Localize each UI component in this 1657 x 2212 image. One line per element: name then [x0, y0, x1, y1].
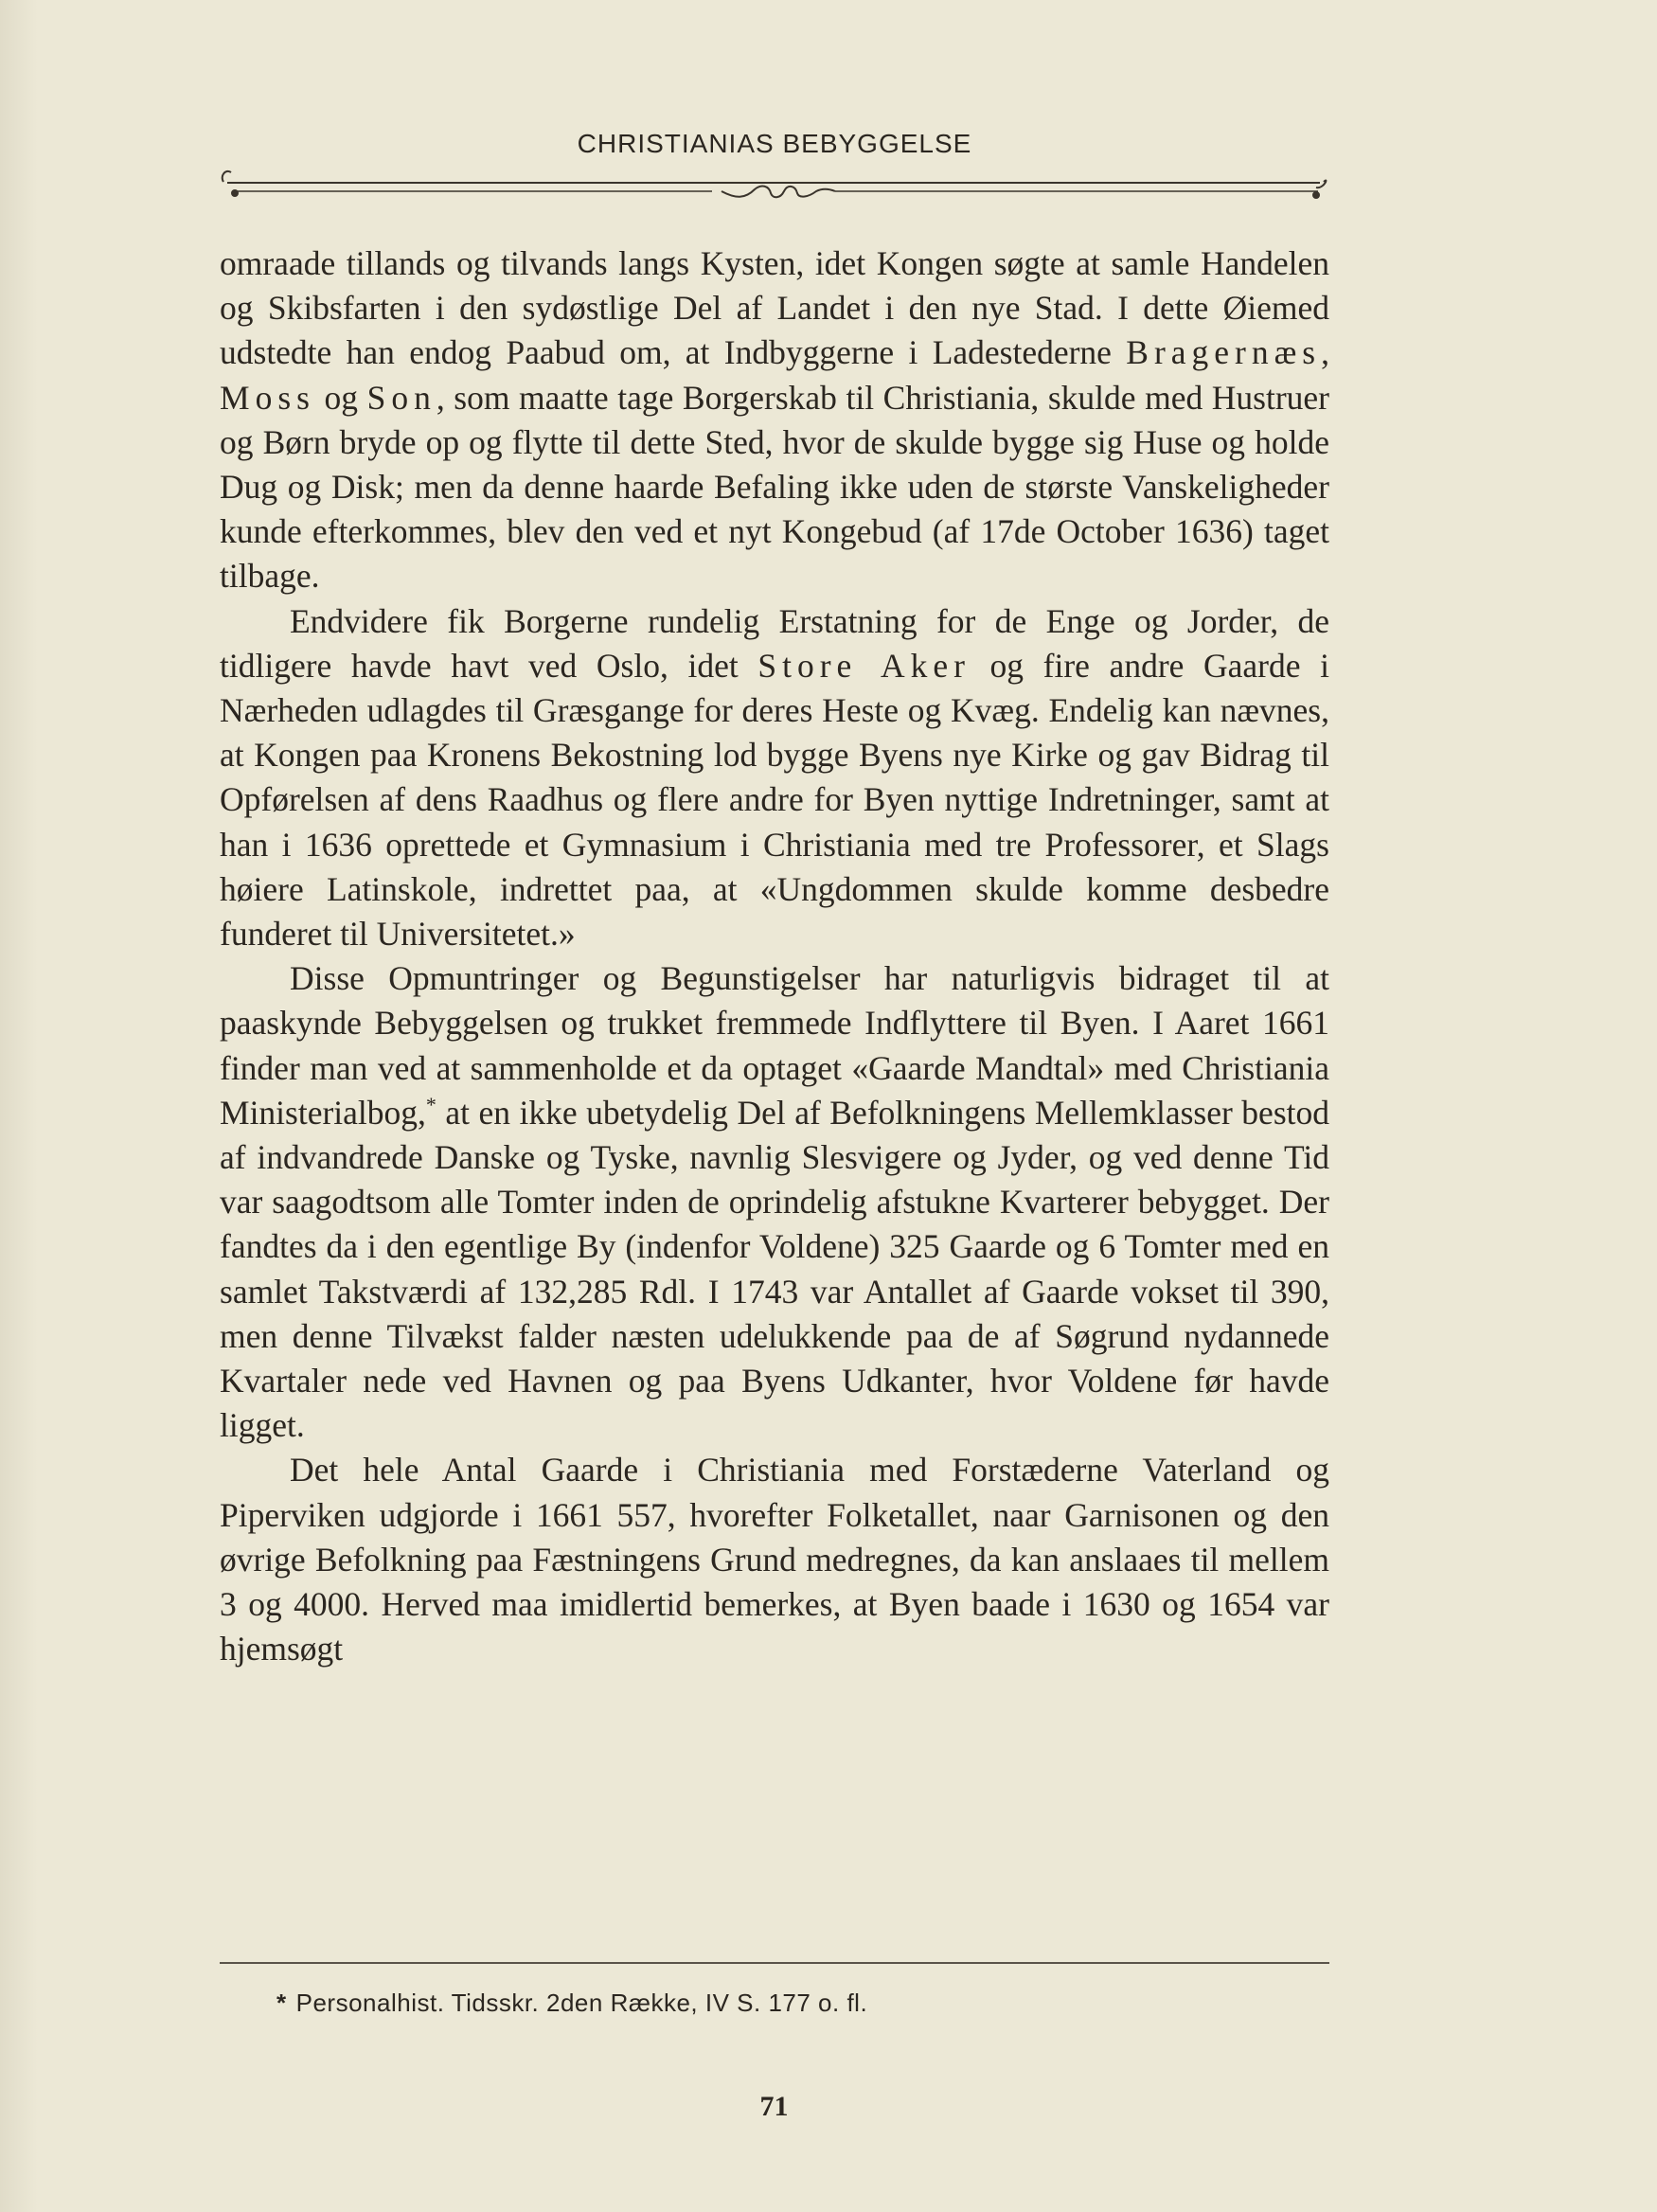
- ornament-right-dot: [1313, 192, 1319, 198]
- place-name: Son: [366, 378, 437, 417]
- page-number: 71: [759, 2091, 789, 2122]
- page-header: [220, 125, 1329, 191]
- ornament-left-dot: [232, 190, 238, 196]
- ornament-left-curl: [223, 171, 231, 182]
- paragraph-1: [220, 241, 1329, 599]
- p1-end: , som maatte tage Borgerskab til Christiania, skulde med Hustruer og Børn bryde op og flytte til dette Sted, hvor de skulde bygge sig Huse og holde Dug og Disk; men da denne haarde Befaling ikke uden de største Vanskeligheder kunde efterkommes, blev den ved et nyt Kongebud (af 17de October 1636) taget tilbage.: [220, 378, 1330, 596]
- place-name: Store Aker: [757, 646, 971, 685]
- place-name: Bragernæs: [1126, 333, 1322, 372]
- place-name: Moss: [220, 378, 315, 417]
- header-ornament: [220, 144, 1329, 201]
- p2-end: og fire andre Gaarde i Nærheden udlagdes til Græsgange for deres Heste og Kvæg. Endelig kan nævnes, at Kongen paa Kronens Bekostning lod bygge Byens nye Kirke og gav Bidrag til Opførelsen af dens Raadhus og flere andre for Byen nyttige Indretninger, samt at han i 1636 oprettede et Gymnasium i Christiania med tre Professorer, et Slags høiere Latinskole, indrettet paa, at «Ungdommen skulde komme desbedre funderet til Universitetet.»: [220, 646, 1329, 954]
- body-text: [220, 241, 1329, 1672]
- ornament-center-flourish: [722, 187, 835, 198]
- paragraph-3: [220, 956, 1329, 1448]
- running-head: CHRISTIANIAS BEBYGGELSE: [577, 129, 972, 158]
- p1-sep: ,: [1321, 333, 1329, 372]
- p3-start: Disse Opmuntringer og Begunstigelser har naturligvis bidraget til at paaskynde Bebyggelsen og trukket fremmede Indflyttere til Byen. I Aaret 1661 finder man ved at sammenholde et da optaget «Gaarde Mandtal» med Christiania Ministerialbog,: [220, 959, 1329, 1132]
- paragraph-2: [220, 599, 1329, 957]
- p1-start: omraade tillands og tilvands langs Kysten, idet Kongen søgte at samle Handelen og Skibsfarten i den sydøstlige Del af Landet i den nye Stad. I dette Øiemed udstedte han endog Paabud om, at Indbyggerne i Ladestederne: [220, 244, 1329, 372]
- footnote: [276, 1989, 1318, 2018]
- ornament-right-curl: [1316, 180, 1326, 187]
- paragraph-4: Det hele Antal Gaarde i Christiania med Forstæderne Vaterland og Piperviken udgjorde i 1661 557, hvorefter Folketallet, naar Garnisonen og den øvrige Befolkning paa Fæstningens Grund medregnes, da kan anslaaes til mellem 3 og 4000. Herved maa imidlertid bemerkes, at Byen baade i 1630 og 1654 var hjemsøgt: [220, 1451, 1329, 1668]
- p2-start: Endvidere fik Borgerne rundelig Erstatning for de Enge og Jorder, de tidligere havde havt ved Oslo, idet: [220, 601, 1329, 685]
- footnote-marker: *: [276, 1989, 287, 2017]
- p1-sep: og: [314, 378, 367, 417]
- footnote-reference[interactable]: *: [425, 1093, 437, 1117]
- footnote-divider: [220, 1962, 1329, 1964]
- p3-end: at en ikke ubetydelig Del af Befolkningens Mellemklasser bestod af indvandrede Danske og Tyske, navnlig Slesvigere og Jyder, og ved denne Tid var saagodtsom alle Tomter inden de oprindelig afstukne Kvarterer bebygget. Der fandtes da i den egentlige By (indenfor Voldene) 325 Gaarde og 6 Tomter med en samlet Takstværdi af 132,285 Rdl. I 1743 var Antallet af Gaarde vokset til 390, men denne Tilvækst falder næsten udelukkende paa de af Søgrund nydannede Kvartaler nede ved Havnen og paa Byens Udkanter, hvor Voldene før havde ligget.: [220, 1093, 1329, 1445]
- footnote-text: Personalhist. Tidsskr. 2den Række, IV S. 177 o. fl.: [295, 1989, 868, 2017]
